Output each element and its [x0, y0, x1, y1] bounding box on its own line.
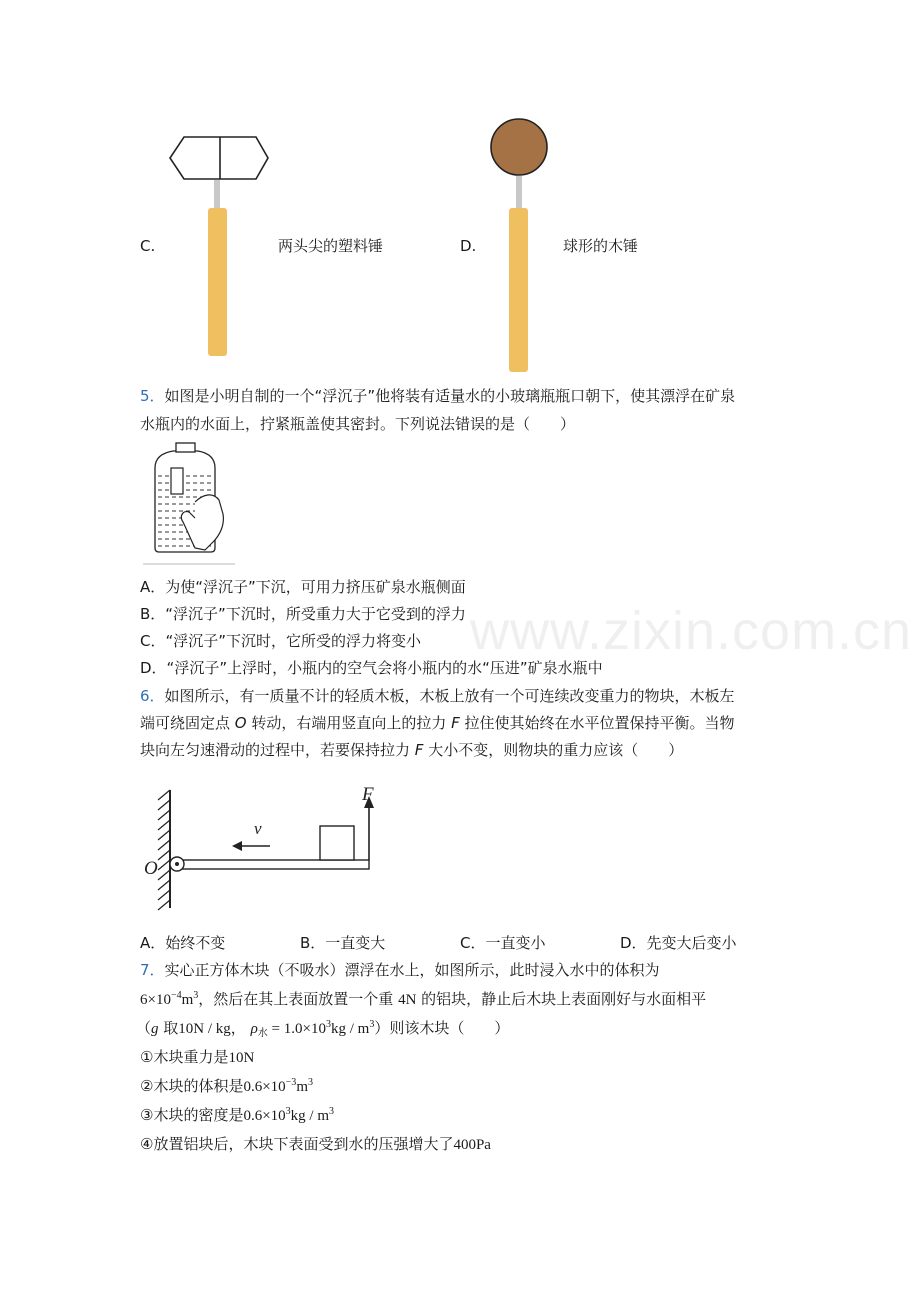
- q7-stem-line1: 7．实心正方体木块（不吸水）漂浮在水上，如图所示，此时浸入水中的体积为: [140, 961, 660, 979]
- q6-option-d: D．先变大后变小: [620, 934, 737, 952]
- wooden-hammer-figure: [485, 114, 555, 376]
- q5-option-a: A．为使“浮沉子”下沉，可用力挤压矿泉水瓶侧面: [140, 578, 466, 596]
- q5-option-b: B．“浮沉子”下沉时，所受重力大于它受到的浮力: [140, 605, 466, 623]
- q4-option-c-letter: C.: [140, 237, 156, 255]
- q6-option-b: B．一直变大: [300, 934, 386, 952]
- velocity-label: v: [254, 819, 262, 838]
- q7-statement-1: ①木块重力是10N: [140, 1048, 255, 1066]
- q6-stem-line2: 端可绕固定点 O 转动，右端用竖直向上的拉力 F 拉住使其始终在水平位置保持平衡。当物: [140, 714, 735, 732]
- q4-option-c-text: 两头尖的塑料锤: [278, 237, 384, 255]
- q7-statement-2: ②木块的体积是$0.6\times 10^{-3}m^3$: [140, 1077, 313, 1095]
- q6-option-a: A．始终不变: [140, 934, 226, 952]
- q6-option-c: C．一直变小: [460, 934, 546, 952]
- q5-number: 5．: [140, 387, 165, 405]
- q5-option-c: C．“浮沉子”下沉时，它所受的浮力将变小: [140, 632, 422, 650]
- q7-stem-line3: （g 取10N / kg， $\rho_水 = 1.0\times 10^3kg / m^3$）则该木块（ ）: [136, 1019, 510, 1039]
- q6-stem-line3: 块向左匀速滑动的过程中，若要保持拉力 F 大小不变，则物块的重力应该（ ）: [140, 741, 684, 759]
- q5-stem-line1: 5．如图是小明自制的一个“浮沉子”他将装有适量水的小玻璃瓶瓶口朝下，使其漂浮在矿泉: [140, 387, 736, 405]
- watermark: www.zixin.com.cn: [470, 601, 913, 661]
- q4-option-d-letter: D.: [460, 237, 477, 255]
- q7-number: 7．: [140, 961, 165, 979]
- q6-stem-line1: 6．如图所示，有一质量不计的轻质木板，木板上放有一个可连续改变重力的物块，木板左: [140, 687, 735, 705]
- q5-stem-line2: 水瓶内的水面上，拧紧瓶盖使其密封。下列说法错误的是（ ）: [140, 415, 576, 433]
- pivot-label: O: [144, 858, 158, 879]
- q7-stem-line2: $6\times 10^{-4}m^3$，然后在其上表面放置一个重 4N 的铝块，静止后木块上表面刚好与水面相平: [140, 990, 707, 1008]
- q5-option-d: D．“浮沉子”上浮时，小瓶内的空气会将小瓶内的水“压进”矿泉水瓶中: [140, 659, 603, 677]
- q4-option-d-text: 球形的木锤: [563, 237, 639, 255]
- q7-statement-3: ③木块的密度是$0.6\times 10^3kg / m^3$: [140, 1106, 335, 1124]
- q7-statement-4: ④放置铝块后，木块下表面受到水的压强增大了400Pa: [140, 1135, 491, 1153]
- cartesian-diver-figure: [143, 440, 238, 568]
- force-label: F: [362, 784, 374, 805]
- lever-board-figure: [140, 780, 390, 915]
- q6-number: 6．: [140, 687, 165, 705]
- plastic-hammer-figure: [160, 128, 280, 360]
